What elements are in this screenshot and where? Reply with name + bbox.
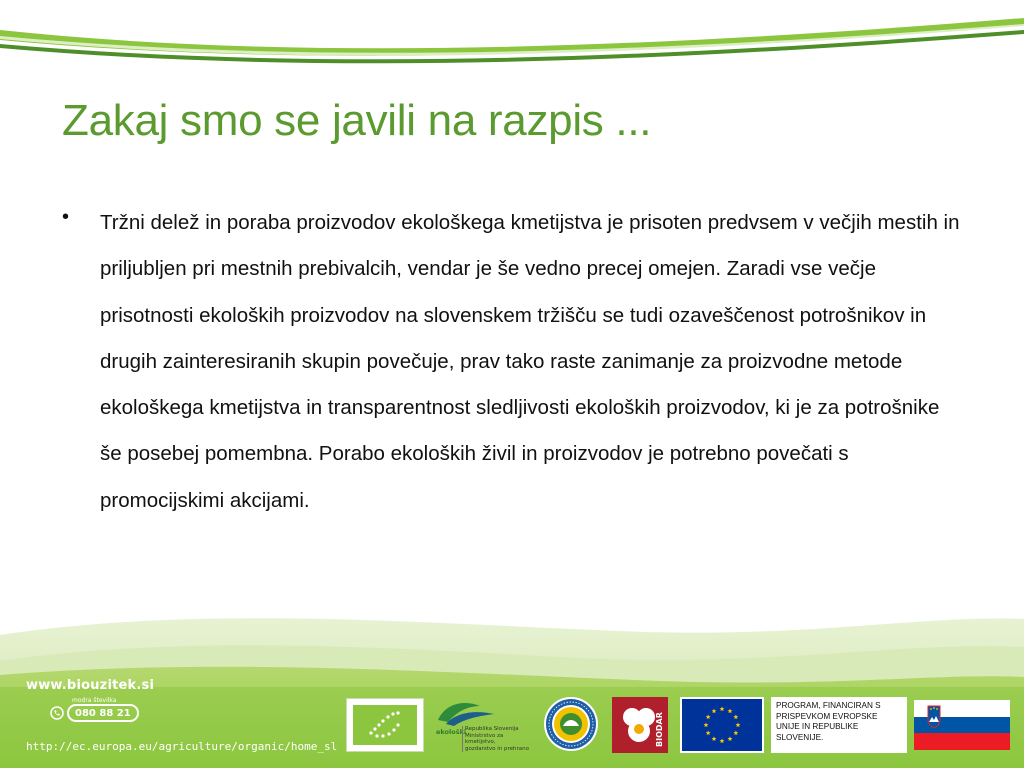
- phone-number: 080 88 21: [67, 704, 139, 722]
- bullet-list: [62, 200, 962, 524]
- biodar-text: BIODAR: [655, 712, 664, 747]
- ekoloski-line: Republika Slovenija: [465, 726, 519, 732]
- bullet-marker: •: [62, 206, 70, 228]
- program-funding-text: PROGRAM, FINANCIRAN S PRISPEVKOM EVROPSKE UNIJE IN REPUBLIKE SLOVENIJE.: [771, 697, 907, 753]
- phone-caption: modra številka: [72, 697, 117, 704]
- eu-organic-leaf-logo: [346, 698, 424, 752]
- organic-seal-logo: [543, 696, 599, 752]
- phone-icon: [50, 706, 64, 720]
- phone-badge[interactable]: [50, 704, 139, 722]
- ekoloski-line: gozdarstvo in prehrano: [465, 745, 530, 752]
- slide-title: Zakaj smo se javili na razpis ...: [62, 96, 652, 145]
- slovenia-flag: [914, 700, 1010, 750]
- ekoloski-logo: [434, 698, 532, 750]
- footer-ec-link[interactable]: http://ec.europa.eu/agriculture/organic/home_sl: [26, 740, 338, 753]
- top-swoosh-decoration: [0, 0, 1024, 70]
- footer-site-url[interactable]: www.biouzitek.si: [26, 678, 155, 693]
- ekoloski-ministry-text: [462, 726, 535, 752]
- ekoloski-leaf-icon: [436, 698, 496, 728]
- eu-flag: [680, 697, 764, 753]
- biodar-logo: [612, 697, 668, 753]
- ekoloski-word: ekološki: [436, 728, 467, 736]
- bullet-text: Tržni delež in poraba proizvodov ekološkega kmetijstva je prisoten predvsem v večjih mestih in priljubljen pri mestnih prebivalcih, vendar je še vedno precej omejen. Zaradi vse večje prisotnosti ekoloških proizvodov na slovenskem tržišču se tudi ozaveščenost potrošnikov in drugih zainteresiranih skupin povečuje, prav tako raste zanimanje za proizvodne metode ekološkega kmetijstva in transparentnost sledljivosti ekoloških proizvodov, ki je za potrošnike še posebej pomembna. Porabo ekoloških živil in proizvodov je potrebno povečati s promocijskimi akcijami.: [100, 211, 960, 512]
- ekoloski-line: Ministrstvo za kmetijstvo,: [465, 732, 504, 745]
